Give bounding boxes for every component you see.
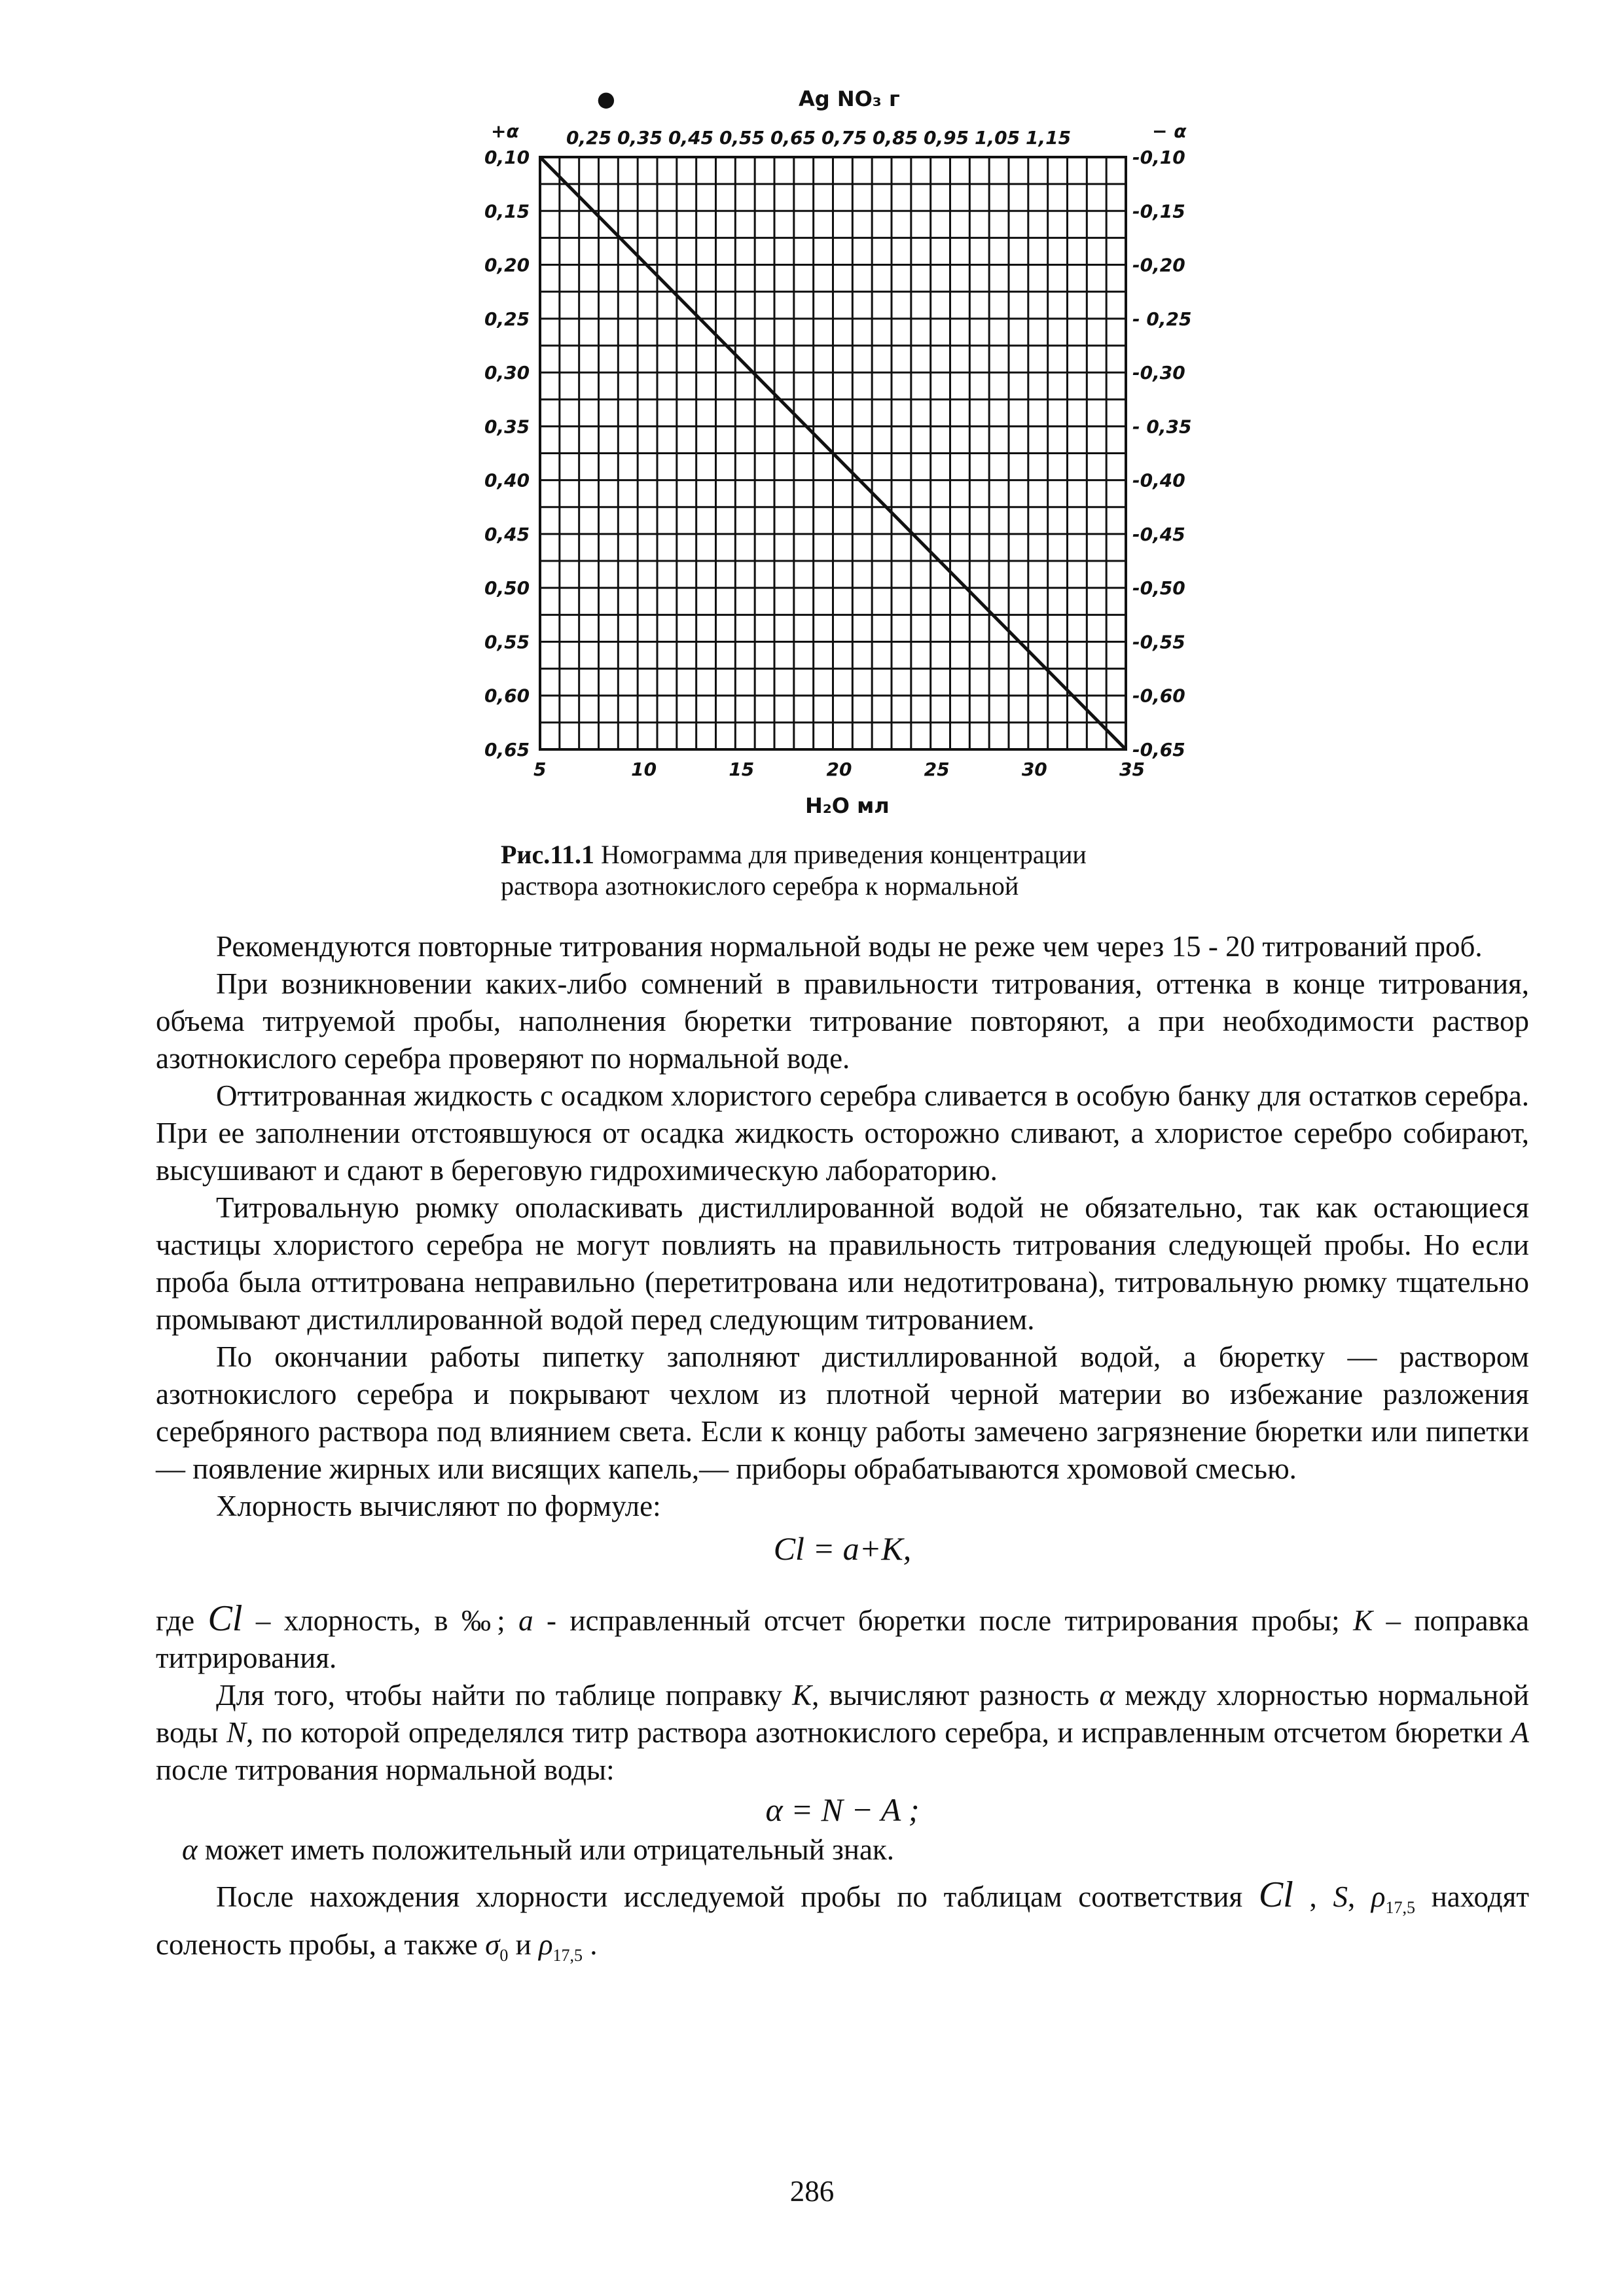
paragraph: По окончании работы пипетку заполняют дистиллированной водой, а бюретку — раствором азотнокислого серебра и покрывают чехлом из плотной черной материи во избежание разложения серебряного раствора под влиянием света. Если к концу работы замечено загрязнение бюретки или пипетки — появление жирных или висящих капель,— приборы обрабатываются хромовой смесью.	[156, 1340, 1529, 1485]
paragraph-correction: Для того, чтобы найти по таблице поправку K, вычисляют разность α между хлорностью нормальной воды N, по которой определялся титр раствора азотнокислого серебра, и исправленным отсчетом бюретки A после титрования нормальной воды:	[156, 1679, 1529, 1786]
bottom-tick-label: 20	[826, 759, 852, 780]
plus-alpha-label: +α	[491, 120, 519, 142]
bottom-tick-label: 15	[729, 759, 755, 780]
top-tick-label: 0,25	[566, 127, 612, 149]
left-tick-label: 0,60	[484, 685, 530, 707]
bottom-tick-label: 10	[631, 759, 657, 780]
left-tick-label: 0,25	[484, 308, 530, 330]
left-tick-label: 0,50	[484, 577, 530, 600]
paragraph-alpha-sign: α может иметь положительный или отрицательный знак.	[182, 1833, 895, 1866]
left-tick-label: 0,40	[484, 469, 530, 492]
right-tick-label: -0,60	[1132, 685, 1185, 707]
top-tick-label: 0,65	[770, 127, 816, 149]
symbol-mark: ●	[597, 86, 615, 111]
formula-alpha: α = N − A ;	[765, 1791, 920, 1828]
top-tick-label: 0,45	[668, 127, 714, 149]
paragraph-definitions: где Cl – хлорность, в ‰; a - исправленный отсчет бюретки после титрирования пробы; K – поправка титрирования.	[156, 1598, 1529, 1674]
left-tick-label: 0,65	[484, 739, 530, 761]
right-tick-label: -0,40	[1132, 469, 1185, 492]
left-tick-label: 0,55	[484, 631, 530, 653]
right-tick-labels	[1132, 147, 1191, 761]
right-tick-label: -0,55	[1132, 631, 1185, 653]
right-tick-label: -0,30	[1132, 362, 1185, 384]
right-tick-label: -0,50	[1132, 577, 1185, 600]
right-tick-label: -0,20	[1132, 254, 1185, 276]
right-tick-label: - 0,25	[1132, 308, 1192, 330]
top-axis-title: Ag NO₃ г	[799, 86, 900, 111]
top-tick-label: 1,05	[975, 127, 1020, 149]
top-tick-labels	[566, 127, 1071, 149]
minus-alpha-label: − α	[1152, 120, 1187, 142]
top-tick-label: 0,85	[873, 127, 918, 149]
top-tick-label: 0,95	[924, 127, 969, 149]
caption-label: Рис.11.1	[501, 840, 595, 869]
nomogram-figure	[458, 79, 1211, 831]
nomogram-chart	[458, 79, 1211, 831]
caption-text: Номограмма для приведения концентрации раствора азотнокислого серебра к нормальной	[501, 840, 1087, 901]
paragraph-salinity: После нахождения хлорности исследуемой пробы по таблицам соответствия Cl , S, $\rho_{17,5}$ находят соленость пробы, а также $\sigma_0$ и $\rho_{17,5}$ .	[156, 1874, 1530, 1965]
top-tick-label: 1,15	[1026, 127, 1072, 149]
left-tick-labels	[484, 147, 530, 761]
left-tick-label: 0,10	[484, 147, 530, 168]
left-tick-label: 0,20	[484, 254, 530, 276]
top-tick-label: 0,55	[719, 127, 765, 149]
bottom-tick-label: 25	[924, 759, 950, 780]
page-number: 286	[789, 2175, 835, 2208]
left-tick-label: 0,15	[484, 200, 530, 223]
figure-caption	[501, 839, 1155, 902]
bottom-tick-label: 30	[1021, 759, 1047, 780]
right-tick-label: -0,10	[1132, 147, 1185, 168]
left-tick-label: 0,45	[484, 523, 530, 545]
paragraph: Хлорность вычисляют по формуле:	[216, 1490, 661, 1522]
right-tick-label: -0,65	[1132, 739, 1185, 761]
right-tick-label: -0,15	[1132, 200, 1185, 223]
bottom-tick-label: 35	[1119, 759, 1145, 780]
main-text	[156, 928, 1529, 1974]
bottom-axis-title: H₂O мл	[805, 793, 890, 818]
bottom-tick-label: 5	[533, 759, 547, 780]
bottom-tick-labels	[533, 759, 1145, 780]
paragraph: Оттитрованная жидкость с осадком хлористого серебра сливается в особую банку для остатков серебра. При ее заполнении отстоявшуюся от осадка жидкость осторожно сливают, а хлористое серебро собирают, высушивают и сдают в береговую гидрохимическую лабораторию.	[156, 1079, 1529, 1187]
left-tick-label: 0,30	[484, 362, 530, 384]
left-tick-label: 0,35	[484, 416, 530, 438]
paragraph: Рекомендуются повторные титрования нормальной воды не реже чем через 15 - 20 титрований проб.	[216, 930, 1483, 963]
formula-chlorinity: Cl = a+K,	[773, 1530, 912, 1567]
paragraph: Титровальную рюмку ополаскивать дистиллированной водой не обязательно, так как остающиеся частицы хлористого серебра не могут повлиять на правильность титрования следующей пробы. Но если проба была оттитрована неправильно (перетитрована или недотитрована), титровальную рюмку тщательно промывают дистиллированной водой перед следующим титрованием.	[156, 1191, 1529, 1336]
right-tick-label: -0,45	[1132, 523, 1185, 545]
paragraph: При возникновении каких-либо сомнений в правильности титрования, оттенка в конце титрования, объема титруемой пробы, наполнения бюретки титрование повторяют, а при необходимости раствор азотнокислого серебра проверяют по нормальной воде.	[156, 967, 1529, 1075]
top-tick-label: 0,35	[617, 127, 663, 149]
right-tick-label: - 0,35	[1132, 416, 1192, 438]
top-tick-label: 0,75	[821, 127, 867, 149]
